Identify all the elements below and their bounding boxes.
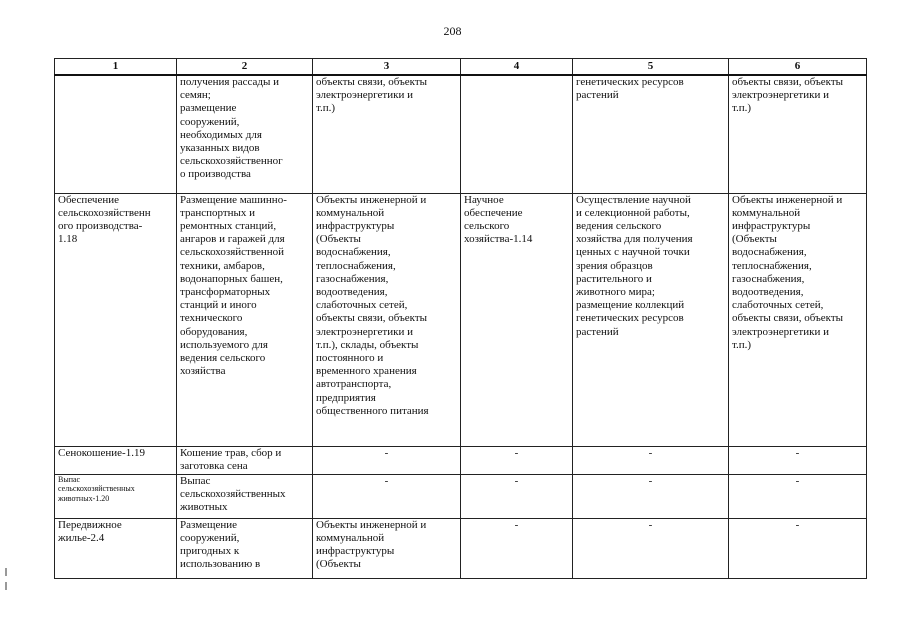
table-cell: Сенокошение-1.19 xyxy=(55,446,177,474)
table-cell: - xyxy=(573,446,729,474)
table-cell: Кошение трав, сбор и заготовка сена xyxy=(177,446,313,474)
scan-edge-mark xyxy=(5,582,7,590)
table-cell: - xyxy=(461,474,573,518)
table-cell xyxy=(461,75,573,193)
page-number: 208 xyxy=(443,24,462,38)
table-cell: - xyxy=(313,446,461,474)
table-cell: объекты связи, объекты электроэнергетики и т.п.) xyxy=(313,75,461,193)
table-cell: Передвижное жилье-2.4 xyxy=(55,518,177,578)
table-cell: генетических ресурсов растений xyxy=(573,75,729,193)
table-cell: получения рассады и семян; размещение сооружений, необходимых для указанных видов сельскохозяйственног о производства xyxy=(177,75,313,193)
table-cell: Выпас сельскохозяйственных животных xyxy=(177,474,313,518)
table-cell: - xyxy=(729,518,867,578)
table-cell: Выпас сельскохозяйственных животных-1.20 xyxy=(55,474,177,518)
table-cell: Объекты инженерной и коммунальной инфраструктуры (Объекты xyxy=(313,518,461,578)
column-header: 6 xyxy=(729,59,867,76)
scan-edge-mark xyxy=(5,568,7,576)
table-cell: - xyxy=(461,518,573,578)
table-cell: Научное обеспечение сельского хозяйства-1.14 xyxy=(461,193,573,446)
column-header: 3 xyxy=(313,59,461,76)
table-cell: Обеспечение сельскохозяйственн ого производства- 1.18 xyxy=(55,193,177,446)
table-row xyxy=(55,518,867,578)
table-cell: Размещение сооружений, пригодных к использованию в xyxy=(177,518,313,578)
table-cell: объекты связи, объекты электроэнергетики и т.п.) xyxy=(729,75,867,193)
table-row xyxy=(55,446,867,474)
table-cell: Размещение машинно- транспортных и ремонтных станций, ангаров и гаражей для сельскохозяйственной техники, амбаров, водонапорных башен, трансформаторных станций и иного технического оборудования, используемого для ведения сельского хозяйства xyxy=(177,193,313,446)
table-cell: Объекты инженерной и коммунальной инфраструктуры (Объекты водоснабжения, теплоснабжения, газоснабжения, водоотведения, слаботочных сетей, объекты связи, объекты электроэнергетики и т.п.), склады, объекты постоянного и временного хранения автотранспорта, предприятия общественного питания xyxy=(313,193,461,446)
table-cell: Объекты инженерной и коммунальной инфраструктуры (Объекты водоснабжения, теплоснабжения, газоснабжения, водоотведения, слаботочных сетей, объекты связи, объекты электроэнергетики и т.п.) xyxy=(729,193,867,446)
table-cell: - xyxy=(729,446,867,474)
table-cell: - xyxy=(729,474,867,518)
table-cell: - xyxy=(313,474,461,518)
column-header: 2 xyxy=(177,59,313,76)
table-row xyxy=(55,75,867,193)
column-header: 1 xyxy=(55,59,177,76)
table-cell: - xyxy=(461,446,573,474)
table-cell xyxy=(55,75,177,193)
header-row xyxy=(55,59,867,76)
column-header: 5 xyxy=(573,59,729,76)
table-cell: - xyxy=(573,474,729,518)
table-cell: Осуществление научной и селекционной работы, ведения сельского хозяйства для получения ценных с научной точки зрения образцов растительного и животного мира; размещение коллекций генетических ресурсов растений xyxy=(573,193,729,446)
land-use-table xyxy=(54,58,867,579)
column-header: 4 xyxy=(461,59,573,76)
table-row xyxy=(55,193,867,446)
table-cell: - xyxy=(573,518,729,578)
table-row xyxy=(55,474,867,518)
